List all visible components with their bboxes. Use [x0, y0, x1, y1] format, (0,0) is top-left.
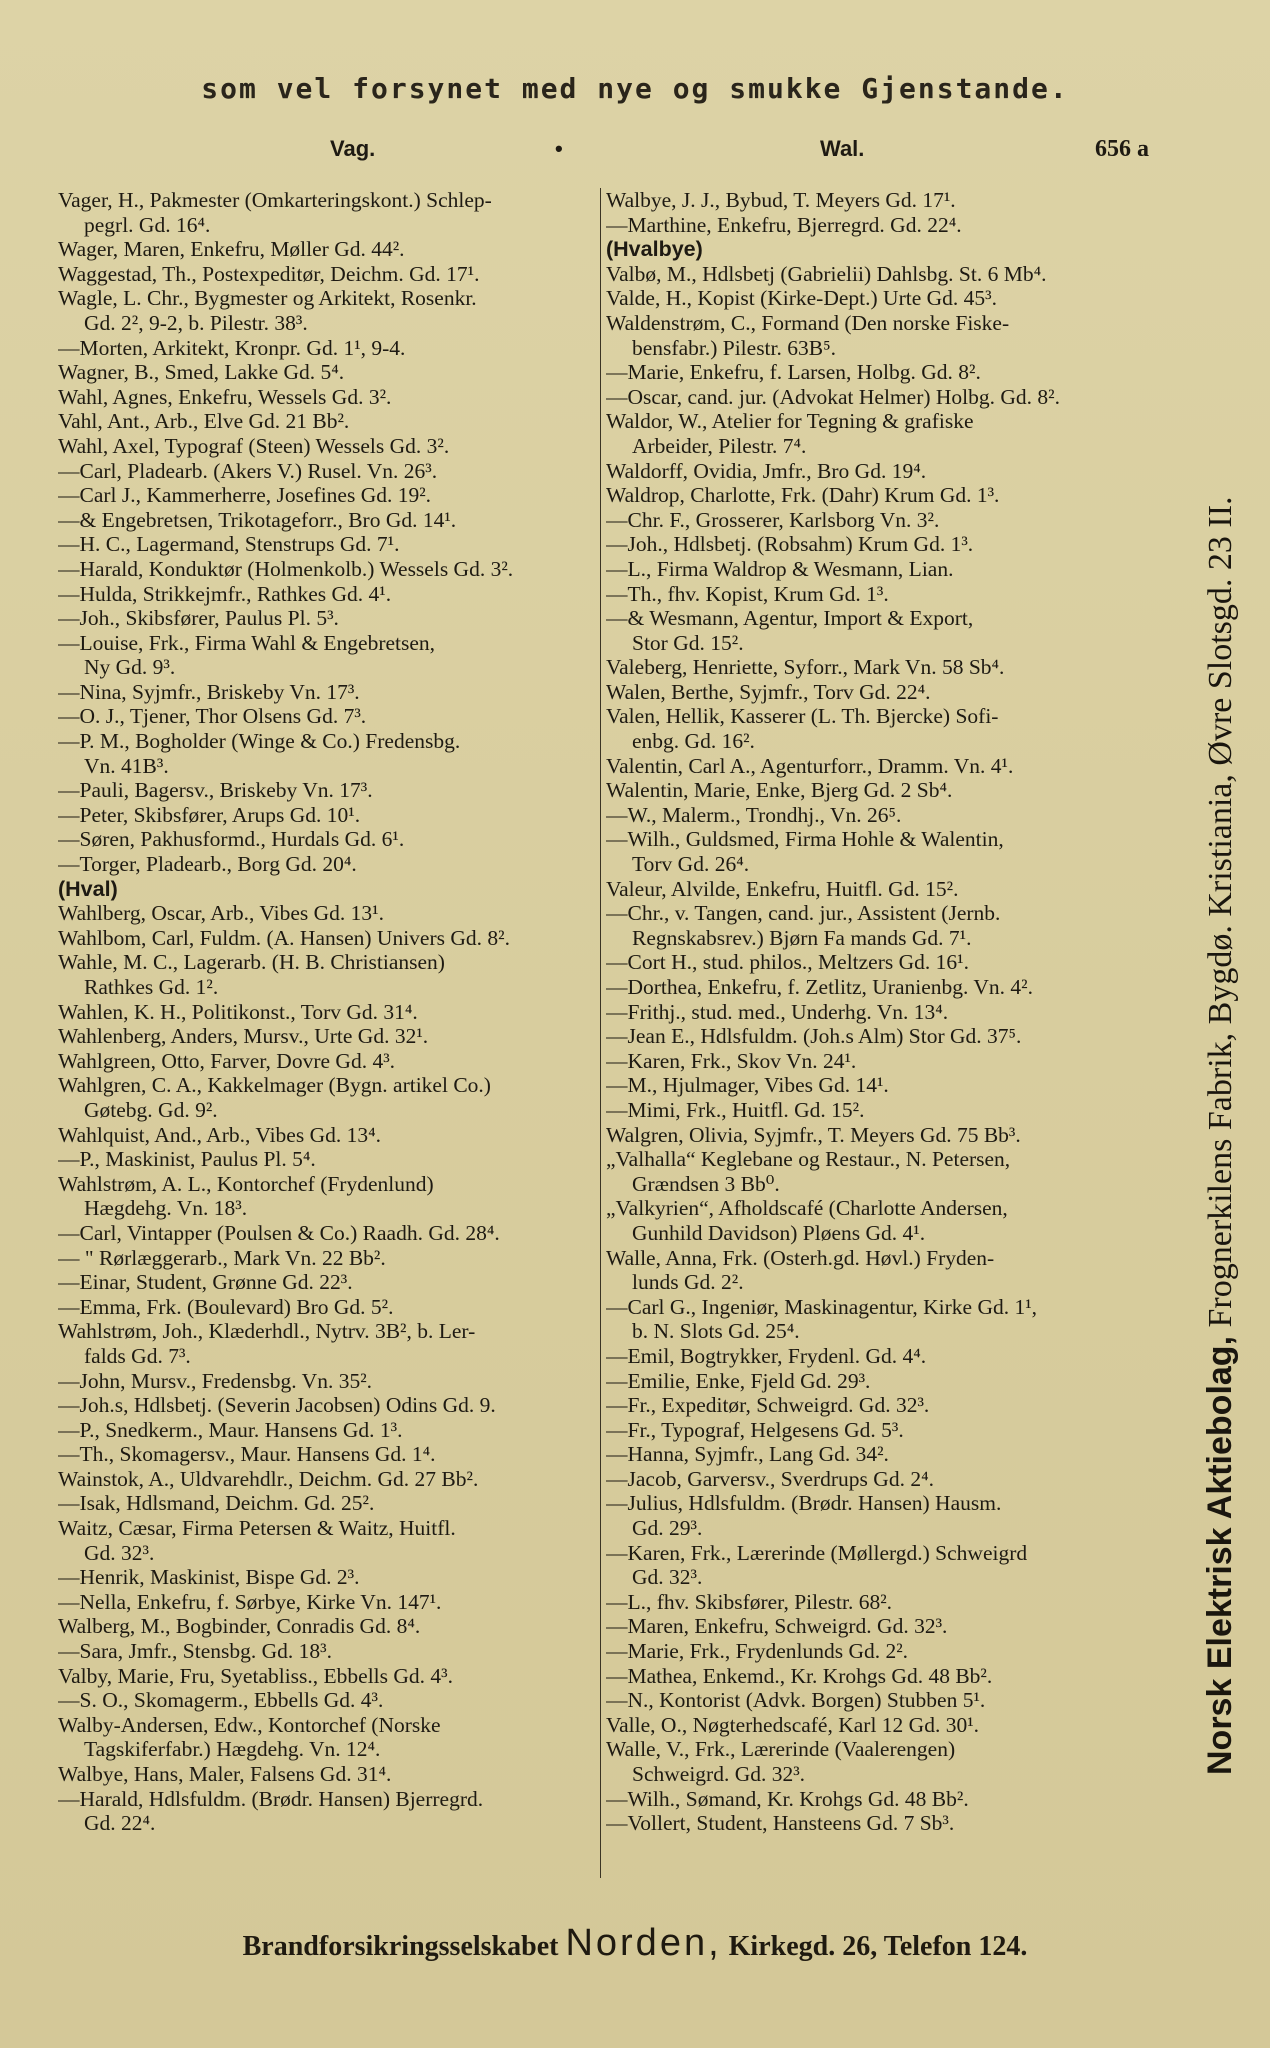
- directory-entry-line: —Th., Skomagersv., Maur. Hansens Gd. 1⁴.: [58, 1442, 436, 1467]
- directory-entry-line: Wahlstrøm, A. L., Kontorchef (Frydenlund): [58, 1171, 434, 1196]
- directory-entry-line: Wainstok, A., Uldvarehdlr., Deichm. Gd. 27 Bb².: [58, 1466, 479, 1491]
- directory-entry-line: —Einar, Student, Grønne Gd. 22³.: [58, 1270, 353, 1295]
- directory-entry-line: Wagle, L. Chr., Bygmester og Arkitekt, Rosenkr.: [58, 286, 477, 311]
- directory-entry-line: Valeur, Alvilde, Enkefru, Huitfl. Gd. 15².: [606, 876, 959, 901]
- directory-entry-line: —Joh., Skibsfører, Paulus Pl. 5³.: [58, 606, 339, 631]
- side-ad-company: Norsk Elektrisk Aktiebolag,: [1201, 1335, 1239, 1775]
- directory-entry-line: —Marie, Enkefru, f. Larsen, Holbg. Gd. 8².: [606, 360, 981, 385]
- directory-entry-line: Tagskiferfabr.) Hægdehg. Vn. 12⁴.: [84, 1737, 381, 1762]
- directory-entry-line: Gøtebg. Gd. 9².: [84, 1097, 218, 1122]
- directory-entry-line: Vahl, Ant., Arb., Elve Gd. 21 Bb².: [58, 409, 350, 434]
- directory-entry-line: —Carl, Vintapper (Poulsen & Co.) Raadh. Gd. 28⁴.: [58, 1220, 500, 1245]
- header-dot: •: [555, 136, 563, 161]
- footer-ad-company: Norden,: [565, 1922, 722, 1964]
- directory-entry-line: —Wilh., Guldsmed, Firma Hohle & Walentin,: [606, 827, 1004, 852]
- directory-entry-line: Grændsen 3 Bb⁰.: [632, 1171, 780, 1196]
- directory-entry-line: —L., fhv. Skibsfører, Pilestr. 68².: [606, 1589, 893, 1614]
- directory-entry-line: „Valhalla“ Keglebane og Restaur., N. Petersen,: [606, 1147, 1011, 1172]
- directory-entry-line: Vager, H., Pakmester (Omkarteringskont.) Schlep-: [58, 188, 492, 212]
- directory-entry-line: lunds Gd. 2².: [632, 1270, 744, 1295]
- directory-entry-line: —Wilh., Sømand, Kr. Krohgs Gd. 48 Bb².: [606, 1786, 969, 1811]
- footer-ad-address: Kirkegd. 26, Telefon 124.: [721, 1931, 1028, 1962]
- directory-entry-line: —Dorthea, Enkefru, f. Zetlitz, Uranienbg. Vn. 4².: [606, 975, 1033, 999]
- directory-entry-line: —Carl G., Ingeniør, Maskinagentur, Kirke Gd. 1¹,: [606, 1294, 1038, 1319]
- directory-entry-line: —Maren, Enkefru, Schweigrd. Gd. 32³.: [606, 1614, 948, 1639]
- directory-entry-line: Gd. 22⁴.: [84, 1811, 156, 1836]
- directory-entry-line: —Nella, Enkefru, f. Sørbye, Kirke Vn. 147¹.: [58, 1589, 442, 1614]
- directory-entry-line: Valle, O., Nøgterhedscafé, Karl 12 Gd. 30¹.: [606, 1712, 980, 1737]
- directory-entry-line: Wahlbom, Carl, Fuldm. (A. Hansen) Univers Gd. 8².: [58, 925, 510, 950]
- directory-entry-line: Gd. 32³.: [632, 1565, 703, 1590]
- directory-entry-line: Walberg, M., Bogbinder, Conradis Gd. 8⁴.: [58, 1614, 421, 1639]
- directory-entry-line: —Fr., Typograf, Helgesens Gd. 5³.: [606, 1417, 904, 1442]
- directory-entry-line: Valen, Hellik, Kasserer (L. Th. Bjercke) Sofi-: [606, 704, 999, 729]
- directory-entry-line: —Søren, Pakhusformd., Hurdals Gd. 6¹.: [58, 827, 405, 852]
- side-ad-address: Frognerkilens Fabrik, Bygdø. Kristiania, Øvre Slotsgd. 23 II.: [1202, 496, 1239, 1336]
- directory-entry-line: Walen, Berthe, Syjmfr., Torv Gd. 22⁴.: [606, 679, 931, 704]
- directory-entry-line: Arbeider, Pilestr. 7⁴.: [632, 433, 807, 458]
- directory-entry-line: Valbø, M., Hdlsbetj (Gabrielii) Dahlsbg. St. 6 Mb⁴.: [606, 261, 1047, 286]
- directory-entry-line: Wahlgren, C. A., Kakkelmager (Bygn. artikel Co.): [58, 1073, 491, 1098]
- directory-entry-line: Walle, Anna, Frk. (Osterh.gd. Høvl.) Fryden-: [606, 1245, 995, 1270]
- directory-entry-line: —L., Firma Waldrop & Wesmann, Lian.: [606, 556, 954, 581]
- directory-entry-line: —H. C., Lagermand, Stenstrups Gd. 7¹.: [58, 532, 400, 557]
- section-heading: (Hvalbye): [606, 237, 703, 262]
- directory-entry-line: —Peter, Skibsfører, Arups Gd. 10¹.: [58, 802, 361, 827]
- directory-entry-line: Stor Gd. 15².: [632, 630, 744, 655]
- directory-entry-line: —Jacob, Garversv., Sverdrups Gd. 2⁴.: [606, 1466, 934, 1491]
- directory-entry-line: —Karen, Frk., Skov Vn. 24¹.: [606, 1048, 857, 1073]
- directory-entry-line: pegrl. Gd. 16⁴.: [84, 212, 211, 237]
- directory-entry-line: Wagner, B., Smed, Lakke Gd. 5⁴.: [58, 360, 345, 385]
- directory-entry-line: —P., Maskinist, Paulus Pl. 5⁴.: [58, 1147, 316, 1172]
- directory-entry-line: —Sara, Jmfr., Stensbg. Gd. 18³.: [58, 1639, 332, 1664]
- directory-entry-line: Walle, V., Frk., Lærerinde (Vaalerengen): [606, 1737, 956, 1762]
- top-banner: som vel forsynet med nye og smukke Gjenstande.: [201, 72, 1069, 105]
- directory-entry-line: Vn. 41B³.: [84, 753, 169, 778]
- directory-entry-line: Wahlen, K. H., Politikonst., Torv Gd. 31⁴.: [58, 999, 418, 1024]
- directory-entry-line: Waldorff, Ovidia, Jmfr., Bro Gd. 19⁴.: [606, 458, 927, 483]
- directory-entry-line: —Carl, Pladearb. (Akers V.) Rusel. Vn. 26³.: [58, 458, 438, 483]
- directory-entry-line: —N., Kontorist (Advk. Borgen) Stubben 5¹.: [606, 1688, 986, 1713]
- directory-entry-line: Torv Gd. 26⁴.: [632, 852, 750, 877]
- directory-entry-line: —Pauli, Bagersv., Briskeby Vn. 17³.: [58, 778, 373, 803]
- directory-entry-line: —Emil, Bogtrykker, Frydenl. Gd. 4⁴.: [606, 1343, 927, 1368]
- directory-entry-line: Wahlstrøm, Joh., Klæderhdl., Nytrv. 3B², b. Ler-: [58, 1319, 476, 1344]
- right-column: [606, 188, 1154, 1878]
- directory-entry-line: Waldor, W., Atelier for Tegning & grafiske: [606, 409, 974, 434]
- directory-entry-line: Valentin, Carl A., Agenturforr., Dramm. Vn. 4¹.: [606, 753, 1014, 778]
- directory-entry-line: —Nina, Syjmfr., Briskeby Vn. 17³.: [58, 679, 360, 704]
- directory-entry-line: —Vollert, Student, Hansteens Gd. 7 Sb³.: [606, 1811, 955, 1836]
- directory-entry-line: Wahle, M. C., Lagerarb. (H. B. Christiansen): [58, 950, 445, 975]
- directory-entry-line: Walby-Andersen, Edw., Kontorchef (Norske: [58, 1712, 441, 1737]
- directory-entry-line: Walbye, J. J., Bybud, T. Meyers Gd. 17¹.: [606, 188, 956, 212]
- directory-entry-line: Waldrop, Charlotte, Frk. (Dahr) Krum Gd. 1³.: [606, 483, 1000, 508]
- directory-entry-line: —Louise, Frk., Firma Wahl & Engebretsen,: [58, 630, 436, 655]
- directory-entry-line: — " Rørlæggerarb., Mark Vn. 22 Bb².: [58, 1245, 386, 1270]
- directory-entry-line: Valby, Marie, Fru, Syetabliss., Ebbells Gd. 4³.: [58, 1663, 453, 1688]
- directory-entry-line: Walgren, Olivia, Syjmfr., T. Meyers Gd. 75 Bb³.: [606, 1122, 1021, 1147]
- directory-entry-line: Wahlenberg, Anders, Mursv., Urte Gd. 32¹.: [58, 1024, 429, 1049]
- directory-entry-line: Wahlquist, And., Arb., Vibes Gd. 13⁴.: [58, 1122, 381, 1147]
- header-right-range: Wal.: [820, 136, 865, 161]
- directory-entry-line: Rathkes Gd. 1².: [84, 975, 219, 999]
- directory-entry-line: Hægdehg. Vn. 18³.: [84, 1196, 248, 1221]
- directory-entry-line: —W., Malerm., Trondhj., Vn. 26⁵.: [606, 802, 902, 827]
- footer-advertisement: [0, 1922, 1270, 1965]
- side-advertisement: [1198, 250, 1242, 1775]
- directory-entry-line: Wahl, Agnes, Enkefru, Wessels Gd. 3².: [58, 384, 392, 409]
- directory-entry-line: —Oscar, cand. jur. (Advokat Helmer) Holbg. Gd. 8².: [606, 384, 1060, 409]
- directory-entry-line: —Mimi, Frk., Huitfl. Gd. 15².: [606, 1097, 865, 1122]
- directory-entry-line: —Chr. F., Grosserer, Karlsborg Vn. 3².: [606, 507, 940, 532]
- directory-entry-line: —Marthine, Enkefru, Bjerregrd. Gd. 22⁴.: [606, 212, 962, 237]
- directory-entry-line: —Marie, Frk., Frydenlunds Gd. 2².: [606, 1639, 909, 1664]
- directory-entry-line: Wager, Maren, Enkefru, Møller Gd. 44².: [58, 237, 405, 262]
- directory-entry-line: —Fr., Expeditør, Schweigrd. Gd. 32³.: [606, 1393, 930, 1418]
- directory-entry-line: falds Gd. 7³.: [84, 1343, 191, 1368]
- directory-entry-line: Wahlberg, Oscar, Arb., Vibes Gd. 13¹.: [58, 901, 385, 926]
- directory-entry-line: Gd. 32³.: [84, 1540, 155, 1565]
- directory-entry-line: —S. O., Skomagerm., Ebbells Gd. 4³.: [58, 1688, 384, 1713]
- directory-entry-line: Valeberg, Henriette, Syforr., Mark Vn. 58 Sb⁴.: [606, 655, 1005, 680]
- directory-entry-line: Walentin, Marie, Enke, Bjerg Gd. 2 Sb⁴.: [606, 778, 953, 803]
- directory-entry-line: —Henrik, Maskinist, Bispe Gd. 2³.: [58, 1565, 360, 1590]
- directory-entry-line: —Emma, Frk. (Boulevard) Bro Gd. 5².: [58, 1294, 394, 1319]
- footer-ad-prefix: Brandforsikringsselskabet: [242, 1931, 566, 1962]
- directory-entry-line: —Cort H., stud. philos., Meltzers Gd. 16¹.: [606, 950, 969, 975]
- directory-entry-line: —Harald, Hdlsfuldm. (Brødr. Hansen) Bjerregrd.: [58, 1786, 484, 1811]
- column-divider: [600, 188, 601, 1878]
- directory-entry-line: —& Wesmann, Agentur, Import & Export,: [606, 606, 974, 631]
- directory-entry-line: —Joh., Hdlsbetj. (Robsahm) Krum Gd. 1³.: [606, 532, 974, 557]
- directory-entry-line: Ny Gd. 9³.: [84, 655, 176, 680]
- directory-entry-line: —Morten, Arkitekt, Kronpr. Gd. 1¹, 9-4.: [58, 335, 406, 360]
- directory-entry-line: —O. J., Tjener, Thor Olsens Gd. 7³.: [58, 704, 367, 729]
- directory-entry-line: Waggestad, Th., Postexpeditør, Deichm. Gd. 17¹.: [58, 261, 480, 286]
- directory-entry-line: —P., Snedkerm., Maur. Hansens Gd. 1³.: [58, 1417, 403, 1442]
- directory-entry-line: —M., Hjulmager, Vibes Gd. 14¹.: [606, 1073, 889, 1098]
- directory-entry-line: Waldenstrøm, C., Formand (Den norske Fiske-: [606, 310, 1010, 335]
- directory-entry-line: —John, Mursv., Fredensbg. Vn. 35².: [58, 1368, 373, 1393]
- directory-entry-line: —Isak, Hdlsmand, Deichm. Gd. 25².: [58, 1491, 375, 1516]
- directory-entry-line: —Jean E., Hdlsfuldm. (Joh.s Alm) Stor Gd. 37⁵.: [606, 1024, 1022, 1049]
- page-number: 656 a: [1095, 136, 1149, 162]
- header-left-range: Vag.: [330, 136, 376, 161]
- directory-entry-line: —Hanna, Syjmfr., Lang Gd. 34².: [606, 1442, 889, 1467]
- directory-entry-line: b. N. Slots Gd. 25⁴.: [632, 1319, 800, 1344]
- section-heading: (Hval): [58, 876, 118, 901]
- directory-entry-line: Schweigrd. Gd. 32³.: [632, 1762, 806, 1786]
- directory-entry-line: —Frithj., stud. med., Underhg. Vn. 13⁴.: [606, 999, 949, 1024]
- directory-entry-line: —Karen, Frk., Lærerinde (Møllergd.) Schweigrd: [606, 1540, 1028, 1565]
- directory-entry-line: bensfabr.) Pilestr. 63B⁵.: [632, 335, 836, 360]
- directory-entry-line: —Th., fhv. Kopist, Krum Gd. 1³.: [606, 581, 889, 606]
- directory-entry-line: Waitz, Cæsar, Firma Petersen & Waitz, Huitfl.: [58, 1516, 456, 1541]
- directory-entry-line: —Joh.s, Hdlsbetj. (Severin Jacobsen) Odins Gd. 9.: [58, 1393, 496, 1418]
- directory-entry-line: —Emilie, Enke, Fjeld Gd. 29³.: [606, 1368, 871, 1393]
- directory-entry-line: —Chr., v. Tangen, cand. jur., Assistent (Jernb.: [606, 901, 1001, 926]
- directory-entry-line: enbg. Gd. 16².: [632, 729, 755, 754]
- directory-entry-line: Valde, H., Kopist (Kirke-Dept.) Urte Gd. 45³.: [606, 286, 997, 311]
- directory-entry-line: —Hulda, Strikkejmfr., Rathkes Gd. 4¹.: [58, 581, 392, 606]
- directory-entry-line: —& Engebretsen, Trikotageforr., Bro Gd. 14¹.: [58, 507, 457, 532]
- directory-entry-line: —Mathea, Enkemd., Kr. Krohgs Gd. 48 Bb².: [606, 1663, 993, 1688]
- directory-entry-line: Walbye, Hans, Maler, Falsens Gd. 31⁴.: [58, 1762, 392, 1786]
- directory-entry-line: Gd. 29³.: [632, 1516, 703, 1541]
- directory-entry-line: —Carl J., Kammerherre, Josefines Gd. 19².: [58, 483, 432, 508]
- directory-entry-line: Regnskabsrev.) Bjørn Fa mands Gd. 7¹.: [632, 925, 972, 950]
- directory-entry-line: —Torger, Pladearb., Borg Gd. 20⁴.: [58, 852, 357, 877]
- directory-entry-line: —Julius, Hdlsfuldm. (Brødr. Hansen) Hausm.: [606, 1491, 1002, 1516]
- directory-entry-line: —Harald, Konduktør (Holmenkolb.) Wessels Gd. 3².: [58, 556, 514, 581]
- directory-entry-line: —P. M., Bogholder (Winge & Co.) Fredensbg.: [58, 729, 461, 754]
- left-column: [58, 188, 598, 1878]
- directory-entry-line: Gd. 2², 9-2, b. Pilestr. 38³.: [84, 310, 308, 335]
- directory-entry-line: Wahl, Axel, Typograf (Steen) Wessels Gd. 3².: [58, 433, 450, 458]
- directory-entry-line: Wahlgreen, Otto, Farver, Dovre Gd. 4³.: [58, 1048, 396, 1073]
- directory-entry-line: „Valkyrien“, Afholdscafé (Charlotte Andersen,: [606, 1196, 1008, 1221]
- directory-entry-line: Gunhild Davidson) Pløens Gd. 4¹.: [632, 1220, 926, 1245]
